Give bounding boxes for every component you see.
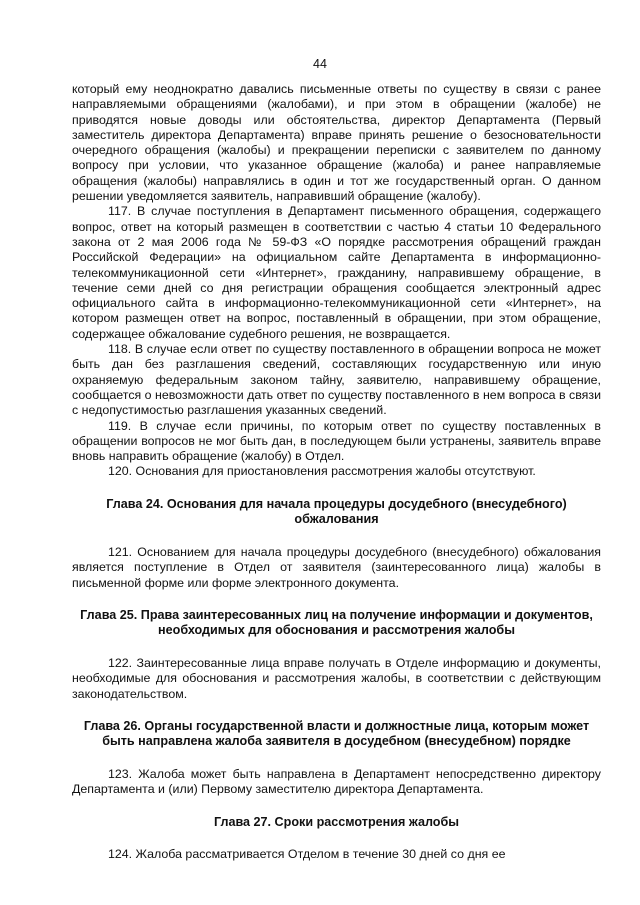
spacer bbox=[72, 528, 601, 545]
paragraph-120: 120. Основания для приостановления рассмотрения жалобы отсутствуют. bbox=[108, 464, 536, 479]
paragraph-121: 121. Основанием для начала процедуры досудебного (внесудебного) обжалования является поступление в Отдел от заявителя (заинтересованного лица) жалобы в письменной форме или форме электронного документа. bbox=[72, 544, 601, 590]
spacer bbox=[72, 480, 601, 497]
spacer bbox=[72, 830, 601, 847]
paragraph-117: 117. В случае поступления в Департамент письменного обращения, содержащего вопрос, ответ на который размещен в соответствии с частью 4 статьи 10 Федерального закона от 2 мая 2006 года № 59-ФЗ «О порядке рассмотрения обращений граждан Российской Федерации» на официальном сайте Департамента в информационно-телекоммуникационной сети «Интернет», гражданину, направившему обращение, в течение семи дней со дня регистрации обращения сообщается электронный адрес официального сайта в информационно-телекоммуникационной сети «Интернет», на котором размещен ответ на вопрос, поставленный в обращении, при этом обращение, содержащее обжалование судебного решения, не возвращается. bbox=[72, 204, 601, 341]
chapter-25-heading: Глава 25. Права заинтересованных лиц на получение информации и документов, необходимых для обоснования и рассмотрения жалобы bbox=[80, 607, 593, 638]
chapter-27-heading: Глава 27. Сроки рассмотрения жалобы bbox=[213, 814, 460, 829]
paragraph-122: 122. Заинтересованные лица вправе получать в Отделе информацию и документы, необходимые для обоснования и рассмотрения жалобы, в соответствии с действующим законодательством. bbox=[72, 655, 601, 701]
paragraph-123: 123. Жалоба может быть направлена в Департамент непосредственно директору Департамента и (или) Первому заместителю директора Департамента. bbox=[72, 767, 601, 797]
spacer bbox=[72, 591, 601, 608]
paragraph-119: 119. В случае если причины, по которым ответ по существу поставленных в обращении вопросов не мог быть дан, в последующем были устранены, заявитель вправе вновь направить обращение (жалобу) в Отдел. bbox=[72, 418, 601, 464]
spacer bbox=[72, 798, 601, 815]
spacer bbox=[72, 750, 601, 767]
document-body bbox=[72, 82, 601, 863]
paragraph-continuation: который ему неоднократно давались письменные ответы по существу в связи с ранее направляемыми обращениями (жалобами), и при этом в обращении (жалобе) не приводятся новые доводы или обстоятельства, директор Департамента (Первый заместитель директора Департамента) вправе принять решение о безосновательности очередного обращения (жалобы) и прекращении переписки с заявителем по данному вопросу при условии, что указанное обращение (жалоба) и ранее направляемые обращения (жалобы) направлялись в один и тот же государственный орган. О данном решении уведомляется заявитель, направивший обращение (жалобу). bbox=[72, 82, 601, 204]
paragraph-118: 118. В случае если ответ по существу поставленного в обращении вопроса не может быть дан без разглашения сведений, составляющих государственную или иную охраняемую федеральным законом тайну, заявителю, направившему обращение, сообщается о невозможности дать ответ по существу поставленного в нем вопроса в связи с недопустимостью разглашения указанных сведений. bbox=[72, 342, 601, 418]
spacer bbox=[72, 702, 601, 719]
chapter-26-heading: Глава 26. Органы государственной власти и должностные лица, которым может быть направлена жалоба заявителя в досудебном (внесудебном) порядке bbox=[83, 718, 590, 749]
page-number: 44 bbox=[313, 57, 327, 71]
paragraph-124: 124. Жалоба рассматривается Отделом в течение 30 дней со дня ее bbox=[108, 847, 506, 862]
spacer bbox=[72, 639, 601, 656]
chapter-24-heading: Глава 24. Основания для начала процедуры досудебного (внесудебного) обжалования bbox=[106, 496, 567, 527]
